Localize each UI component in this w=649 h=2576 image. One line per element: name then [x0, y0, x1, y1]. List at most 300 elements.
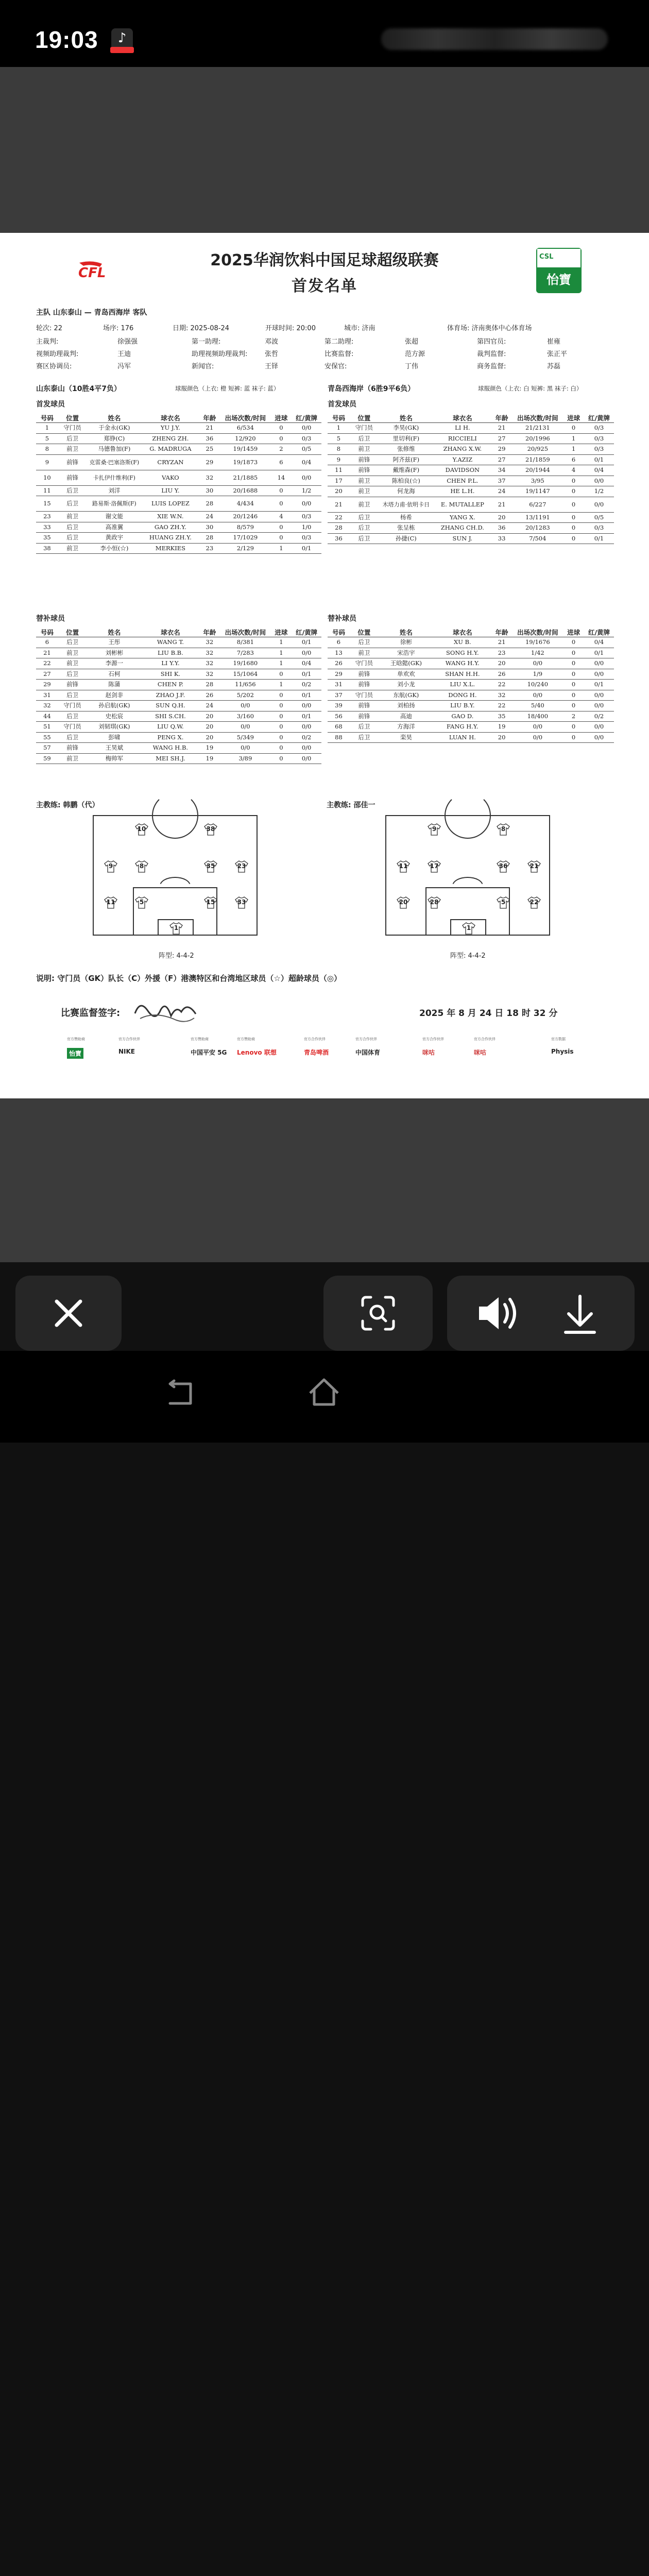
sponsor-label: 官方合作伙伴 — [304, 1037, 326, 1041]
player-cell: 30 — [199, 485, 220, 496]
referee-label: 主裁判: — [36, 338, 59, 346]
player-cell: 27 — [491, 454, 513, 465]
security: 丁伟 — [405, 363, 419, 370]
player-cell: 后卫 — [350, 637, 379, 648]
player-shirt-icon — [204, 823, 217, 836]
column-header: 位置 — [58, 413, 87, 423]
home-subs-table — [36, 628, 321, 764]
sponsor-name: NIKE — [118, 1048, 135, 1055]
player-cell: 后卫 — [58, 690, 87, 701]
player-cell: 前锋 — [58, 680, 87, 690]
lineup-document-image[interactable] — [0, 233, 649, 1098]
player-cell: 0 — [563, 533, 584, 544]
player-cell: 19 — [199, 753, 220, 764]
sponsor-name: 咪咕 — [422, 1049, 435, 1056]
player-cell: 0/0 — [292, 701, 321, 711]
player-cell: 11 — [36, 485, 58, 496]
player-cell: 1 — [328, 423, 350, 434]
player-cell: 30 — [199, 522, 220, 533]
player-cell: 前卫 — [58, 444, 87, 455]
player-cell: 0 — [271, 522, 292, 533]
ar1-label: 第一助理: — [192, 338, 221, 346]
player-cell: 57 — [36, 743, 58, 754]
player-cell: 0/4 — [584, 637, 614, 648]
player-cell: 59 — [36, 753, 58, 764]
player-cell: DONG H. — [434, 690, 491, 701]
player-cell: 刘小龙 — [379, 680, 434, 690]
player-cell: 守门员 — [350, 658, 379, 669]
player-cell: 7/283 — [220, 648, 270, 658]
player-cell: 11/656 — [220, 680, 270, 690]
player-cell: 88 — [328, 732, 350, 743]
player-cell: 27 — [36, 669, 58, 680]
player-cell: 前锋 — [350, 465, 379, 476]
player-cell: 0/1 — [292, 637, 321, 648]
player-cell: 0/2 — [292, 680, 321, 690]
column-header: 红/黄牌 — [292, 628, 321, 637]
player-cell: WANG T. — [142, 637, 199, 648]
player-cell: HUANG ZH.Y. — [142, 533, 199, 544]
column-header: 位置 — [58, 628, 87, 637]
player-shirt-icon — [497, 860, 510, 873]
player-row — [328, 637, 614, 648]
supervisor-signature — [130, 995, 202, 1026]
player-cell: CRYZAN — [142, 454, 199, 470]
player-cell: 20/1996 — [512, 433, 563, 444]
player-cell: 3/95 — [512, 476, 563, 486]
player-cell: SHI S.CH. — [142, 711, 199, 722]
player-cell: 0 — [563, 497, 584, 512]
player-cell: 前卫 — [58, 658, 87, 669]
player-cell: 后卫 — [58, 533, 87, 544]
player-cell: 6/227 — [512, 497, 563, 512]
player-cell: 3/160 — [220, 711, 270, 722]
player-cell: SHI K. — [142, 669, 199, 680]
player-cell: 20/1944 — [512, 465, 563, 476]
player-cell: 6 — [36, 637, 58, 648]
player-shirt-icon — [235, 860, 248, 873]
player-cell: 68 — [328, 722, 350, 733]
player-cell: 0/1 — [292, 690, 321, 701]
player-cell: 0/0 — [584, 669, 614, 680]
player-row — [36, 669, 321, 680]
table-header-row — [36, 628, 321, 637]
away-team-name: 青岛西海岸（6胜9平6负） — [328, 385, 415, 393]
player-shirt-number: 35 — [206, 862, 215, 870]
player-cell: 0/3 — [292, 533, 321, 544]
player-cell: 0 — [271, 533, 292, 544]
player-cell: 19/1676 — [512, 637, 563, 648]
player-cell: VAKO — [142, 470, 199, 485]
player-shirt-icon — [135, 860, 148, 873]
player-cell: 32 — [199, 658, 220, 669]
scan-button[interactable] — [323, 1276, 433, 1351]
player-row — [328, 433, 614, 444]
player-cell: 0/0 — [220, 743, 270, 754]
sound-button[interactable] — [447, 1276, 543, 1351]
player-cell: 20 — [328, 486, 350, 497]
player-cell: 20/925 — [512, 444, 563, 455]
column-header: 姓名 — [379, 413, 434, 423]
player-cell: 前锋 — [58, 454, 87, 470]
player-cell: XIE W.N. — [142, 512, 199, 522]
player-shirt-number: 36 — [499, 862, 508, 870]
player-cell: 宋浩宇 — [379, 648, 434, 658]
player-cell: 5/40 — [512, 701, 563, 711]
player-cell: 李源一 — [87, 658, 142, 669]
player-cell: 29 — [328, 669, 350, 680]
player-cell: 0 — [271, 701, 292, 711]
player-cell: 28 — [199, 533, 220, 544]
stadium: 体育场: 济南奥体中心体育场 — [447, 325, 532, 332]
avar-label: 助理视频助理裁判: — [192, 350, 248, 358]
player-row — [36, 648, 321, 658]
player-cell: HE L.H. — [434, 486, 491, 497]
column-header: 号码 — [328, 413, 350, 423]
player-cell: 20 — [491, 732, 513, 743]
player-cell: 0/3 — [292, 512, 321, 522]
player-shirt-icon — [104, 860, 117, 873]
signature-label: 比赛监督签字: — [61, 1008, 121, 1019]
player-cell: 0/3 — [584, 433, 614, 444]
player-cell: 20 — [199, 711, 220, 722]
player-row — [328, 669, 614, 680]
player-shirt-number: 9 — [432, 825, 437, 833]
player-cell: 李小恒(☆) — [87, 543, 142, 554]
player-cell: 0/4 — [584, 465, 614, 476]
player-cell: 37 — [491, 476, 513, 486]
player-row — [36, 637, 321, 648]
system-nav-bar — [0, 1351, 649, 1443]
player-cell: 路易斯·洛佩斯(F) — [87, 496, 142, 512]
player-cell: 31 — [36, 690, 58, 701]
player-cell: 王晗懿(GK) — [379, 658, 434, 669]
player-cell: 4/434 — [220, 496, 270, 512]
sponsor-name: 青岛啤酒 — [304, 1049, 329, 1056]
legend: 说明: 守门员（GK）队长（C）外援（F）港澳特区和台湾地区球员（☆）超龄球员（◎） — [36, 974, 341, 983]
player-cell: 21 — [491, 423, 513, 434]
player-cell: 后卫 — [350, 732, 379, 743]
home-team-name: 山东泰山（10胜4平7负） — [36, 385, 121, 393]
player-cell: 前卫 — [58, 512, 87, 522]
player-cell: E. MUTALLEP — [434, 497, 491, 512]
player-cell: 0/1 — [292, 711, 321, 722]
player-cell: LI Y.Y. — [142, 658, 199, 669]
player-cell: 21 — [199, 423, 220, 434]
player-cell: MERKIES — [142, 543, 199, 554]
column-header: 出场次数/时间 — [220, 628, 270, 637]
player-cell: 7/504 — [512, 533, 563, 544]
player-cell: 36 — [328, 533, 350, 544]
home-nav-button[interactable] — [306, 1376, 342, 1409]
player-cell: 0/5 — [584, 512, 614, 523]
player-shirt-number: 33 — [237, 899, 246, 906]
player-cell: 21 — [491, 497, 513, 512]
player-cell: MEI SH.J. — [142, 753, 199, 764]
player-cell: 29 — [36, 680, 58, 690]
player-cell: 前卫 — [58, 648, 87, 658]
column-header: 姓名 — [87, 413, 142, 423]
player-cell: 13 — [328, 648, 350, 658]
business: 苏磊 — [547, 363, 561, 370]
player-cell: 44 — [36, 711, 58, 722]
player-cell: 19/1873 — [220, 454, 270, 470]
player-cell: 36 — [491, 523, 513, 534]
player-row — [36, 711, 321, 722]
player-cell: 史松宸 — [87, 711, 142, 722]
player-row — [36, 470, 321, 485]
download-icon — [543, 1276, 635, 1351]
sponsor-name: 怡寶 — [67, 1048, 83, 1059]
player-cell: 0 — [271, 485, 292, 496]
player-row — [36, 533, 321, 544]
player-row — [328, 512, 614, 523]
player-shirt-number: 5 — [139, 899, 144, 906]
player-cell: 20 — [199, 722, 220, 733]
sponsor-name: 中国体育 — [355, 1049, 381, 1056]
player-cell: 前锋 — [350, 669, 379, 680]
player-cell: 0 — [271, 669, 292, 680]
player-cell: 前卫 — [58, 543, 87, 554]
player-shirt-icon — [169, 922, 183, 935]
player-row — [328, 497, 614, 512]
player-cell: 前锋 — [58, 743, 87, 754]
sponsor-name: Lenovo 联想 — [237, 1049, 277, 1056]
player-cell: 26 — [491, 669, 513, 680]
player-cell: 0/4 — [292, 454, 321, 470]
player-cell: 0/0 — [292, 496, 321, 512]
player-cell: 卡扎伊什维利(F) — [87, 470, 142, 485]
player-cell: 0 — [271, 690, 292, 701]
player-cell: WANG H.Y. — [434, 658, 491, 669]
player-cell: 1/9 — [512, 669, 563, 680]
player-cell: 51 — [36, 722, 58, 733]
player-row — [36, 454, 321, 470]
player-cell: 木塔力甫·依明卡日 — [379, 497, 434, 512]
column-header: 号码 — [36, 413, 58, 423]
player-cell: 0/5 — [292, 444, 321, 455]
player-cell: 前锋 — [350, 701, 379, 711]
player-cell: 0/0 — [220, 701, 270, 711]
player-cell: 后卫 — [350, 533, 379, 544]
player-cell: 1 — [271, 680, 292, 690]
player-cell: 0/0 — [584, 690, 614, 701]
player-cell: 后卫 — [58, 496, 87, 512]
player-cell: LIU X.L. — [434, 680, 491, 690]
player-row — [36, 444, 321, 455]
home-kit: 球服颜色（上衣: 橙 短裤: 蓝 袜子: 蓝） — [175, 385, 280, 392]
player-shirt-icon — [462, 922, 475, 935]
player-cell: SHAN H.H. — [434, 669, 491, 680]
away-formation: 阵型: 4-4-2 — [450, 952, 486, 960]
player-cell: 0/1 — [292, 669, 321, 680]
csl-logo-text: 怡寶 — [546, 273, 571, 287]
player-cell: G. MADRUGA — [142, 444, 199, 455]
player-cell: 0/1 — [584, 533, 614, 544]
player-row — [36, 522, 321, 533]
player-cell: LIU B.Y. — [434, 701, 491, 711]
player-cell: 5/349 — [220, 732, 270, 743]
player-cell: CHEN P. — [142, 680, 199, 690]
player-cell: ZHAO J.F. — [142, 690, 199, 701]
column-header: 出场次数/时间 — [512, 628, 563, 637]
player-cell: 32 — [491, 690, 513, 701]
player-cell: 20 — [199, 732, 220, 743]
player-cell: 0 — [271, 722, 292, 733]
player-cell: 1/2 — [292, 485, 321, 496]
player-cell: 谢文能 — [87, 512, 142, 522]
player-cell: 杨希 — [379, 512, 434, 523]
player-cell: 0 — [563, 658, 584, 669]
player-cell: 28 — [199, 680, 220, 690]
player-cell: 1/42 — [512, 648, 563, 658]
player-cell: 23 — [491, 648, 513, 658]
player-cell: 33 — [491, 533, 513, 544]
player-cell: 21 — [491, 637, 513, 648]
round: 轮次: 22 — [36, 325, 63, 332]
player-cell: 前卫 — [350, 476, 379, 486]
player-shirt-icon — [527, 860, 541, 873]
speaker-icon — [447, 1276, 543, 1351]
cfl-logo-text: CFL — [78, 265, 106, 279]
player-shirt-number: 23 — [237, 862, 246, 870]
player-cell: 27 — [491, 433, 513, 444]
player-cell: 0/0 — [584, 701, 614, 711]
coordinator: 冯军 — [117, 363, 131, 370]
player-row — [328, 465, 614, 476]
league-title: 2025华润饮料中国足球超级联赛 — [210, 251, 439, 269]
player-row — [328, 680, 614, 690]
player-cell: 孙捷(C) — [379, 533, 434, 544]
home-formation-pitch — [93, 815, 258, 936]
player-cell: 里切利(F) — [379, 433, 434, 444]
player-cell: DAVIDSON — [434, 465, 491, 476]
column-header: 年龄 — [199, 413, 220, 423]
commissioner: 范方源 — [405, 350, 425, 358]
player-cell: 6 — [328, 637, 350, 648]
player-cell: 21 — [36, 648, 58, 658]
player-row — [36, 543, 321, 554]
player-cell: 后卫 — [58, 732, 87, 743]
player-cell: RICCIELI — [434, 433, 491, 444]
player-shirt-number: 38 — [206, 825, 215, 833]
player-cell: 2/129 — [220, 543, 270, 554]
player-cell: 前卫 — [350, 648, 379, 658]
player-row — [328, 732, 614, 743]
player-cell: 8/381 — [220, 637, 270, 648]
player-row — [36, 433, 321, 444]
player-cell: LI H. — [434, 423, 491, 434]
player-shirt-icon — [527, 896, 541, 909]
player-cell: 1/0 — [292, 522, 321, 533]
assessor-label: 裁判监督: — [477, 350, 506, 358]
player-cell: 6 — [271, 454, 292, 470]
player-cell: 0 — [563, 701, 584, 711]
sponsor-name: 中国平安 5G — [191, 1049, 227, 1056]
player-cell: 8 — [328, 444, 350, 455]
player-cell: 0/3 — [584, 523, 614, 534]
clock: 19:03 — [35, 26, 98, 53]
player-cell: 24 — [199, 512, 220, 522]
player-shirt-icon — [397, 860, 410, 873]
player-cell: 守门员 — [350, 690, 379, 701]
player-cell: 15/1064 — [220, 669, 270, 680]
player-cell: 克雷桑·巴塞洛斯(F) — [87, 454, 142, 470]
player-cell: 32 — [199, 470, 220, 485]
player-cell: 梅帅军 — [87, 753, 142, 764]
player-cell: 守门员 — [350, 423, 379, 434]
player-row — [328, 454, 614, 465]
player-cell: 5 — [36, 433, 58, 444]
player-row — [328, 648, 614, 658]
player-cell: 10/240 — [512, 680, 563, 690]
player-cell: 36 — [199, 433, 220, 444]
player-cell: 0/0 — [512, 722, 563, 733]
back-nav-button[interactable] — [163, 1379, 199, 1410]
close-icon — [15, 1276, 122, 1351]
player-cell: 0/0 — [584, 722, 614, 733]
column-header: 姓名 — [379, 628, 434, 637]
player-cell: 后卫 — [58, 522, 87, 533]
player-row — [36, 485, 321, 496]
player-cell: 11 — [328, 465, 350, 476]
sponsor-label: 官方合作伙伴 — [118, 1037, 140, 1041]
player-cell: 0/0 — [512, 658, 563, 669]
player-row — [36, 743, 321, 754]
player-shirt-number: 1 — [466, 924, 471, 931]
player-cell: 0 — [271, 711, 292, 722]
player-cell: 13/1191 — [512, 512, 563, 523]
player-cell: 后卫 — [58, 433, 87, 444]
player-cell: LUIS LOPEZ — [142, 496, 199, 512]
player-cell: 20/1283 — [512, 523, 563, 534]
player-cell: 6 — [563, 454, 584, 465]
sponsor-label: 官方赞助商 — [191, 1037, 209, 1041]
column-header: 姓名 — [87, 628, 142, 637]
download-button[interactable] — [543, 1276, 635, 1351]
column-header: 出场次数/时间 — [512, 413, 563, 423]
player-row — [328, 476, 614, 486]
player-shirt-number: 9 — [108, 862, 113, 870]
status-bar — [0, 0, 649, 67]
player-cell: 0 — [271, 433, 292, 444]
column-header: 进球 — [563, 628, 584, 637]
column-header: 红/黄牌 — [292, 413, 321, 423]
player-cell: 22 — [36, 658, 58, 669]
sponsor-label: 官方合作伙伴 — [474, 1037, 496, 1041]
player-cell: 20 — [491, 512, 513, 523]
player-cell: GAO ZH.Y. — [142, 522, 199, 533]
player-row — [36, 423, 321, 434]
player-cell: SONG H.Y. — [434, 648, 491, 658]
player-cell: Y.AZIZ — [434, 454, 491, 465]
player-cell: 19/1680 — [220, 658, 270, 669]
player-cell: 0/0 — [292, 753, 321, 764]
player-cell: 38 — [36, 543, 58, 554]
player-cell: 0/0 — [220, 722, 270, 733]
player-cell: 东航(GK) — [379, 690, 434, 701]
away-subs-label: 替补球员 — [328, 615, 356, 623]
close-button[interactable] — [15, 1276, 122, 1351]
player-cell: 1 — [36, 423, 58, 434]
player-cell: 王彤 — [87, 637, 142, 648]
player-cell: 0 — [563, 423, 584, 434]
player-row — [36, 680, 321, 690]
player-cell: 后卫 — [350, 722, 379, 733]
match-line: 主队 山东泰山 — 青岛西海岸 客队 — [36, 309, 147, 317]
player-cell: 刘韧琪(GK) — [87, 722, 142, 733]
player-cell: 15 — [36, 496, 58, 512]
